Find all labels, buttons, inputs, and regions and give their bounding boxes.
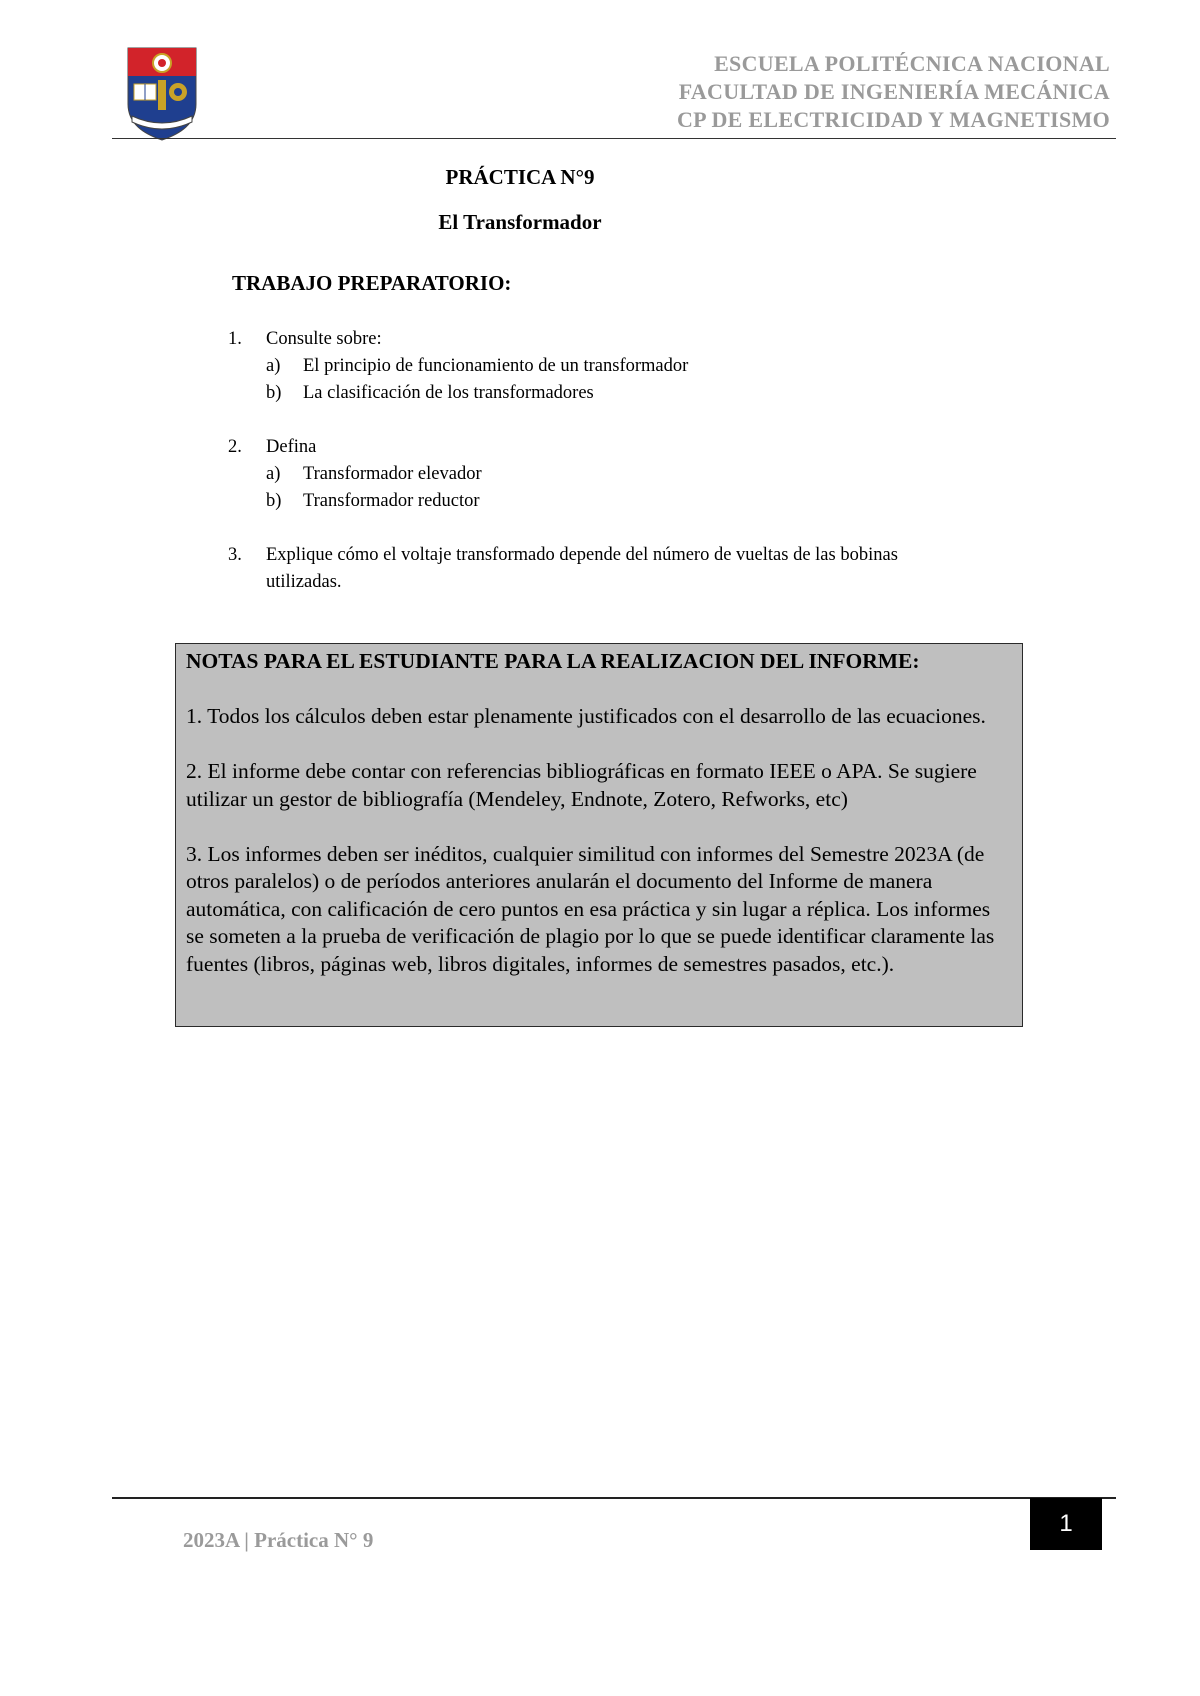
item-text: La clasificación de los transformadores bbox=[303, 383, 594, 403]
notes-paragraph-1: 1. Todos los cálculos deben estar plenamente justificados con el desarrollo de las ecuaciones. bbox=[186, 704, 986, 728]
practice-subtitle: El Transformador bbox=[438, 210, 602, 234]
footer-label: 2023A | Práctica N° 9 bbox=[183, 1528, 374, 1552]
notes-paragraph-2: 2. El informe debe contar con referencias bibliográficas en formato IEEE o APA. Se sugiere utilizar un gestor de bibliografía (Mendeley, Endnote, Zotero, Refworks, etc) bbox=[186, 759, 977, 811]
footer-divider bbox=[112, 1497, 1116, 1499]
header-divider bbox=[112, 138, 1116, 139]
header-line-3: CP DE ELECTRICIDAD Y MAGNETISMO bbox=[676, 107, 1110, 132]
question-2-item-b bbox=[266, 488, 988, 515]
question-text: Consulte sobre: bbox=[266, 329, 382, 349]
item-text: Transformador elevador bbox=[303, 464, 482, 484]
question-number: 1. bbox=[228, 329, 242, 349]
page-number: 1 bbox=[1030, 1498, 1102, 1550]
header-line-1: ESCUELA POLITÉCNICA NACIONAL bbox=[714, 51, 1110, 76]
item-label: a) bbox=[266, 356, 281, 376]
item-label: b) bbox=[266, 491, 282, 511]
item-text: El principio de funcionamiento de un transformador bbox=[303, 356, 689, 376]
question-number: 2. bbox=[228, 437, 242, 457]
practice-title: PRÁCTICA N°9 bbox=[445, 165, 595, 189]
question-number: 3. bbox=[228, 545, 242, 565]
question-text: Defina bbox=[266, 437, 317, 457]
question-text: Explique cómo el voltaje transformado depende del número de vueltas de las bobinas utilizadas. bbox=[266, 545, 898, 592]
item-text: Transformador reductor bbox=[303, 491, 480, 511]
section-heading: TRABAJO PREPARATORIO: bbox=[232, 271, 512, 295]
notes-title: NOTAS PARA EL ESTUDIANTE PARA LA REALIZACION DEL INFORME: bbox=[186, 649, 920, 673]
item-label: a) bbox=[266, 464, 281, 484]
institution-header bbox=[677, 50, 1110, 134]
student-notes-box bbox=[175, 643, 1023, 1027]
question-1-item-a bbox=[266, 353, 988, 380]
header-line-2: FACULTAD DE INGENIERÍA MECÁNICA bbox=[678, 79, 1110, 104]
question-2-item-a bbox=[266, 461, 988, 488]
notes-paragraph-3: 3. Los informes deben ser inéditos, cualquier similitud con informes del Semestre 2023A (de otros paralelos) o de períodos anteriores anularán el documento del Informe de manera automática, con calificación de cero puntos en esa práctica y sin lugar a réplica. Los informes se someten a la prueba de verificación de plagio por lo que se puede identificar claramente las fuentes (libros, páginas web, libros digitales, informes de semestres pasados, etc.). bbox=[186, 841, 995, 976]
question-3 bbox=[228, 542, 988, 596]
item-label: b) bbox=[266, 383, 282, 403]
question-list bbox=[228, 326, 988, 596]
question-1-item-b bbox=[266, 380, 988, 407]
institution-crest-icon bbox=[124, 46, 200, 142]
question-2 bbox=[228, 434, 988, 461]
question-1 bbox=[228, 326, 988, 353]
